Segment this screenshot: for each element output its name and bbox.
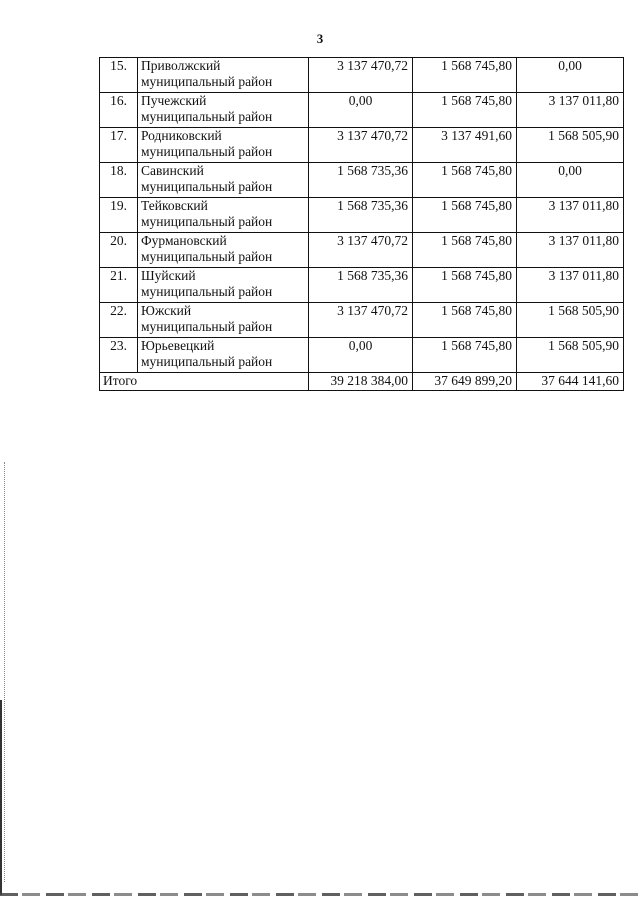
value-col1: 0,00 [309, 93, 413, 128]
district-name-line1: Родниковский [141, 128, 222, 143]
district-name [138, 128, 309, 163]
row-number: 15. [100, 58, 138, 93]
value-col3: 0,00 [517, 58, 624, 93]
total-value-col3: 37 644 141,60 [517, 373, 624, 391]
district-name-line1: Савинский [141, 163, 204, 178]
district-name [138, 303, 309, 338]
value-col2: 1 568 745,80 [413, 233, 517, 268]
value-col2: 1 568 745,80 [413, 93, 517, 128]
district-name [138, 233, 309, 268]
value-col1: 3 137 470,72 [309, 58, 413, 93]
district-name-line2: муниципальный район [141, 354, 273, 369]
district-name-line1: Юрьевецкий [141, 338, 215, 353]
scan-margin-mark [4, 462, 7, 882]
table-row [100, 93, 624, 128]
value-col1: 1 568 735,36 [309, 268, 413, 303]
district-name-line2: муниципальный район [141, 109, 273, 124]
district-name-line2: муниципальный район [141, 74, 273, 89]
value-col1: 3 137 470,72 [309, 233, 413, 268]
value-col1: 0,00 [309, 338, 413, 373]
value-col2: 1 568 745,80 [413, 303, 517, 338]
value-col1: 1 568 735,36 [309, 198, 413, 233]
district-name-line1: Пучежский [141, 93, 207, 108]
row-number: 18. [100, 163, 138, 198]
district-name-line1: Шуйский [141, 268, 196, 283]
table-row [100, 303, 624, 338]
district-name [138, 58, 309, 93]
value-col3: 1 568 505,90 [517, 128, 624, 163]
table-row [100, 198, 624, 233]
district-name-line1: Фурмановский [141, 233, 227, 248]
value-col3: 1 568 505,90 [517, 338, 624, 373]
value-col2: 1 568 745,80 [413, 338, 517, 373]
district-name [138, 93, 309, 128]
row-number: 22. [100, 303, 138, 338]
value-col3: 3 137 011,80 [517, 233, 624, 268]
table-row [100, 58, 624, 93]
value-col2: 3 137 491,60 [413, 128, 517, 163]
row-number: 16. [100, 93, 138, 128]
value-col2: 1 568 745,80 [413, 268, 517, 303]
page-number: 3 [316, 31, 324, 46]
district-name-line1: Приволжский [141, 58, 221, 73]
total-row [100, 373, 624, 391]
district-name-line2: муниципальный район [141, 214, 273, 229]
district-name [138, 268, 309, 303]
scan-bottom-edge [0, 893, 640, 896]
value-col1: 3 137 470,72 [309, 128, 413, 163]
allocation-table [99, 57, 624, 391]
table-row [100, 268, 624, 303]
value-col2: 1 568 745,80 [413, 58, 517, 93]
row-number: 23. [100, 338, 138, 373]
value-col3: 1 568 505,90 [517, 303, 624, 338]
district-name-line2: муниципальный район [141, 284, 273, 299]
total-value-col2: 37 649 899,20 [413, 373, 517, 391]
total-value-col1: 39 218 384,00 [309, 373, 413, 391]
value-col3: 3 137 011,80 [517, 93, 624, 128]
value-col1: 3 137 470,72 [309, 303, 413, 338]
district-name-line2: муниципальный район [141, 179, 273, 194]
table-row [100, 338, 624, 373]
total-label: Итого [100, 373, 309, 391]
value-col3: 0,00 [517, 163, 624, 198]
row-number: 20. [100, 233, 138, 268]
district-name [138, 163, 309, 198]
value-col3: 3 137 011,80 [517, 198, 624, 233]
value-col3: 3 137 011,80 [517, 268, 624, 303]
table-body [100, 58, 624, 391]
district-name-line2: муниципальный район [141, 319, 273, 334]
table-row [100, 128, 624, 163]
district-name-line1: Южский [141, 303, 192, 318]
district-name-line2: муниципальный район [141, 249, 273, 264]
row-number: 21. [100, 268, 138, 303]
table-row [100, 163, 624, 198]
value-col2: 1 568 745,80 [413, 163, 517, 198]
value-col2: 1 568 745,80 [413, 198, 517, 233]
district-name-line1: Тейковский [141, 198, 208, 213]
row-number: 17. [100, 128, 138, 163]
value-col1: 1 568 735,36 [309, 163, 413, 198]
district-name-line2: муниципальный район [141, 144, 273, 159]
district-name [138, 198, 309, 233]
row-number: 19. [100, 198, 138, 233]
table-row [100, 233, 624, 268]
district-name [138, 338, 309, 373]
scan-left-edge [0, 700, 2, 895]
